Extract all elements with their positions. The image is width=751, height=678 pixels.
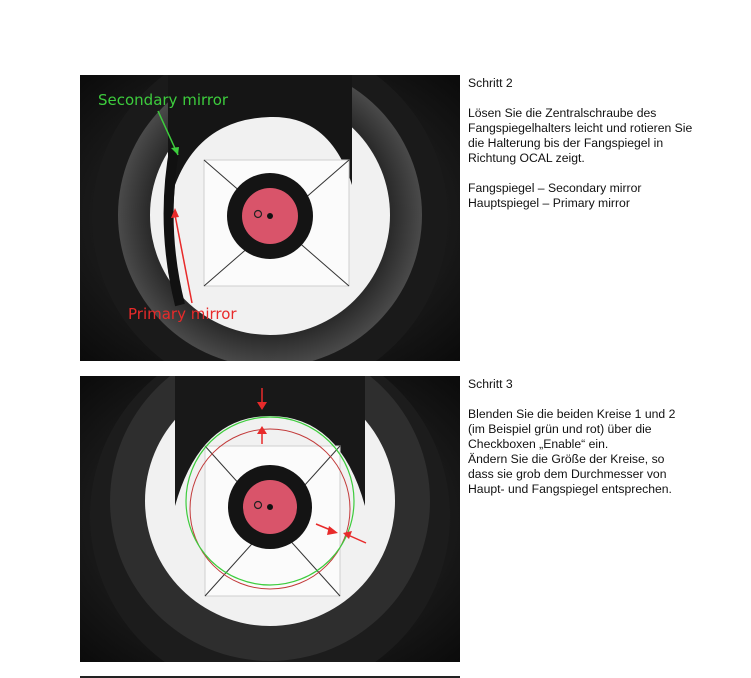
step2-line: Lösen Sie die Zentralschraube des (468, 106, 657, 120)
step3-line: Haupt- und Fangspiegel entsprechen. (468, 482, 672, 496)
secondary-mirror-label: Secondary mirror (98, 91, 229, 109)
telescope-photo-1 (80, 75, 460, 361)
glossary-line: Fangspiegel – Secondary mirror (468, 181, 642, 195)
step2-line: Richtung OCAL zeigt. (468, 151, 585, 165)
step2-heading: Schritt 2 (468, 76, 513, 90)
step2-line: Fangspiegelhalters leicht und rotieren Sie (468, 121, 693, 135)
step3-line: dass sie grob dem Durchmesser von (468, 467, 667, 481)
mirror-glossary (468, 181, 738, 211)
step3-heading: Schritt 3 (468, 377, 513, 391)
step3-description (468, 407, 738, 497)
step3-line: Blenden Sie die beiden Kreise 1 und 2 (468, 407, 676, 421)
step2-figure (80, 75, 460, 361)
step3-figure (80, 376, 460, 662)
primary-mirror-label: Primary mirror (128, 305, 237, 323)
step3-line: Checkboxen „Enable“ ein. (468, 437, 609, 451)
telescope-photo-2 (80, 376, 460, 662)
step2-description (468, 106, 738, 166)
step3-line: (im Beispiel grün und rot) über die (468, 422, 652, 436)
glossary-line: Hauptspiegel – Primary mirror (468, 196, 630, 210)
step3-text (468, 377, 738, 497)
step2-line: die Halterung bis der Fangspiegel in (468, 136, 664, 150)
step3-line: Ändern Sie die Größe der Kreise, so (468, 452, 665, 466)
step2-text (468, 76, 738, 211)
